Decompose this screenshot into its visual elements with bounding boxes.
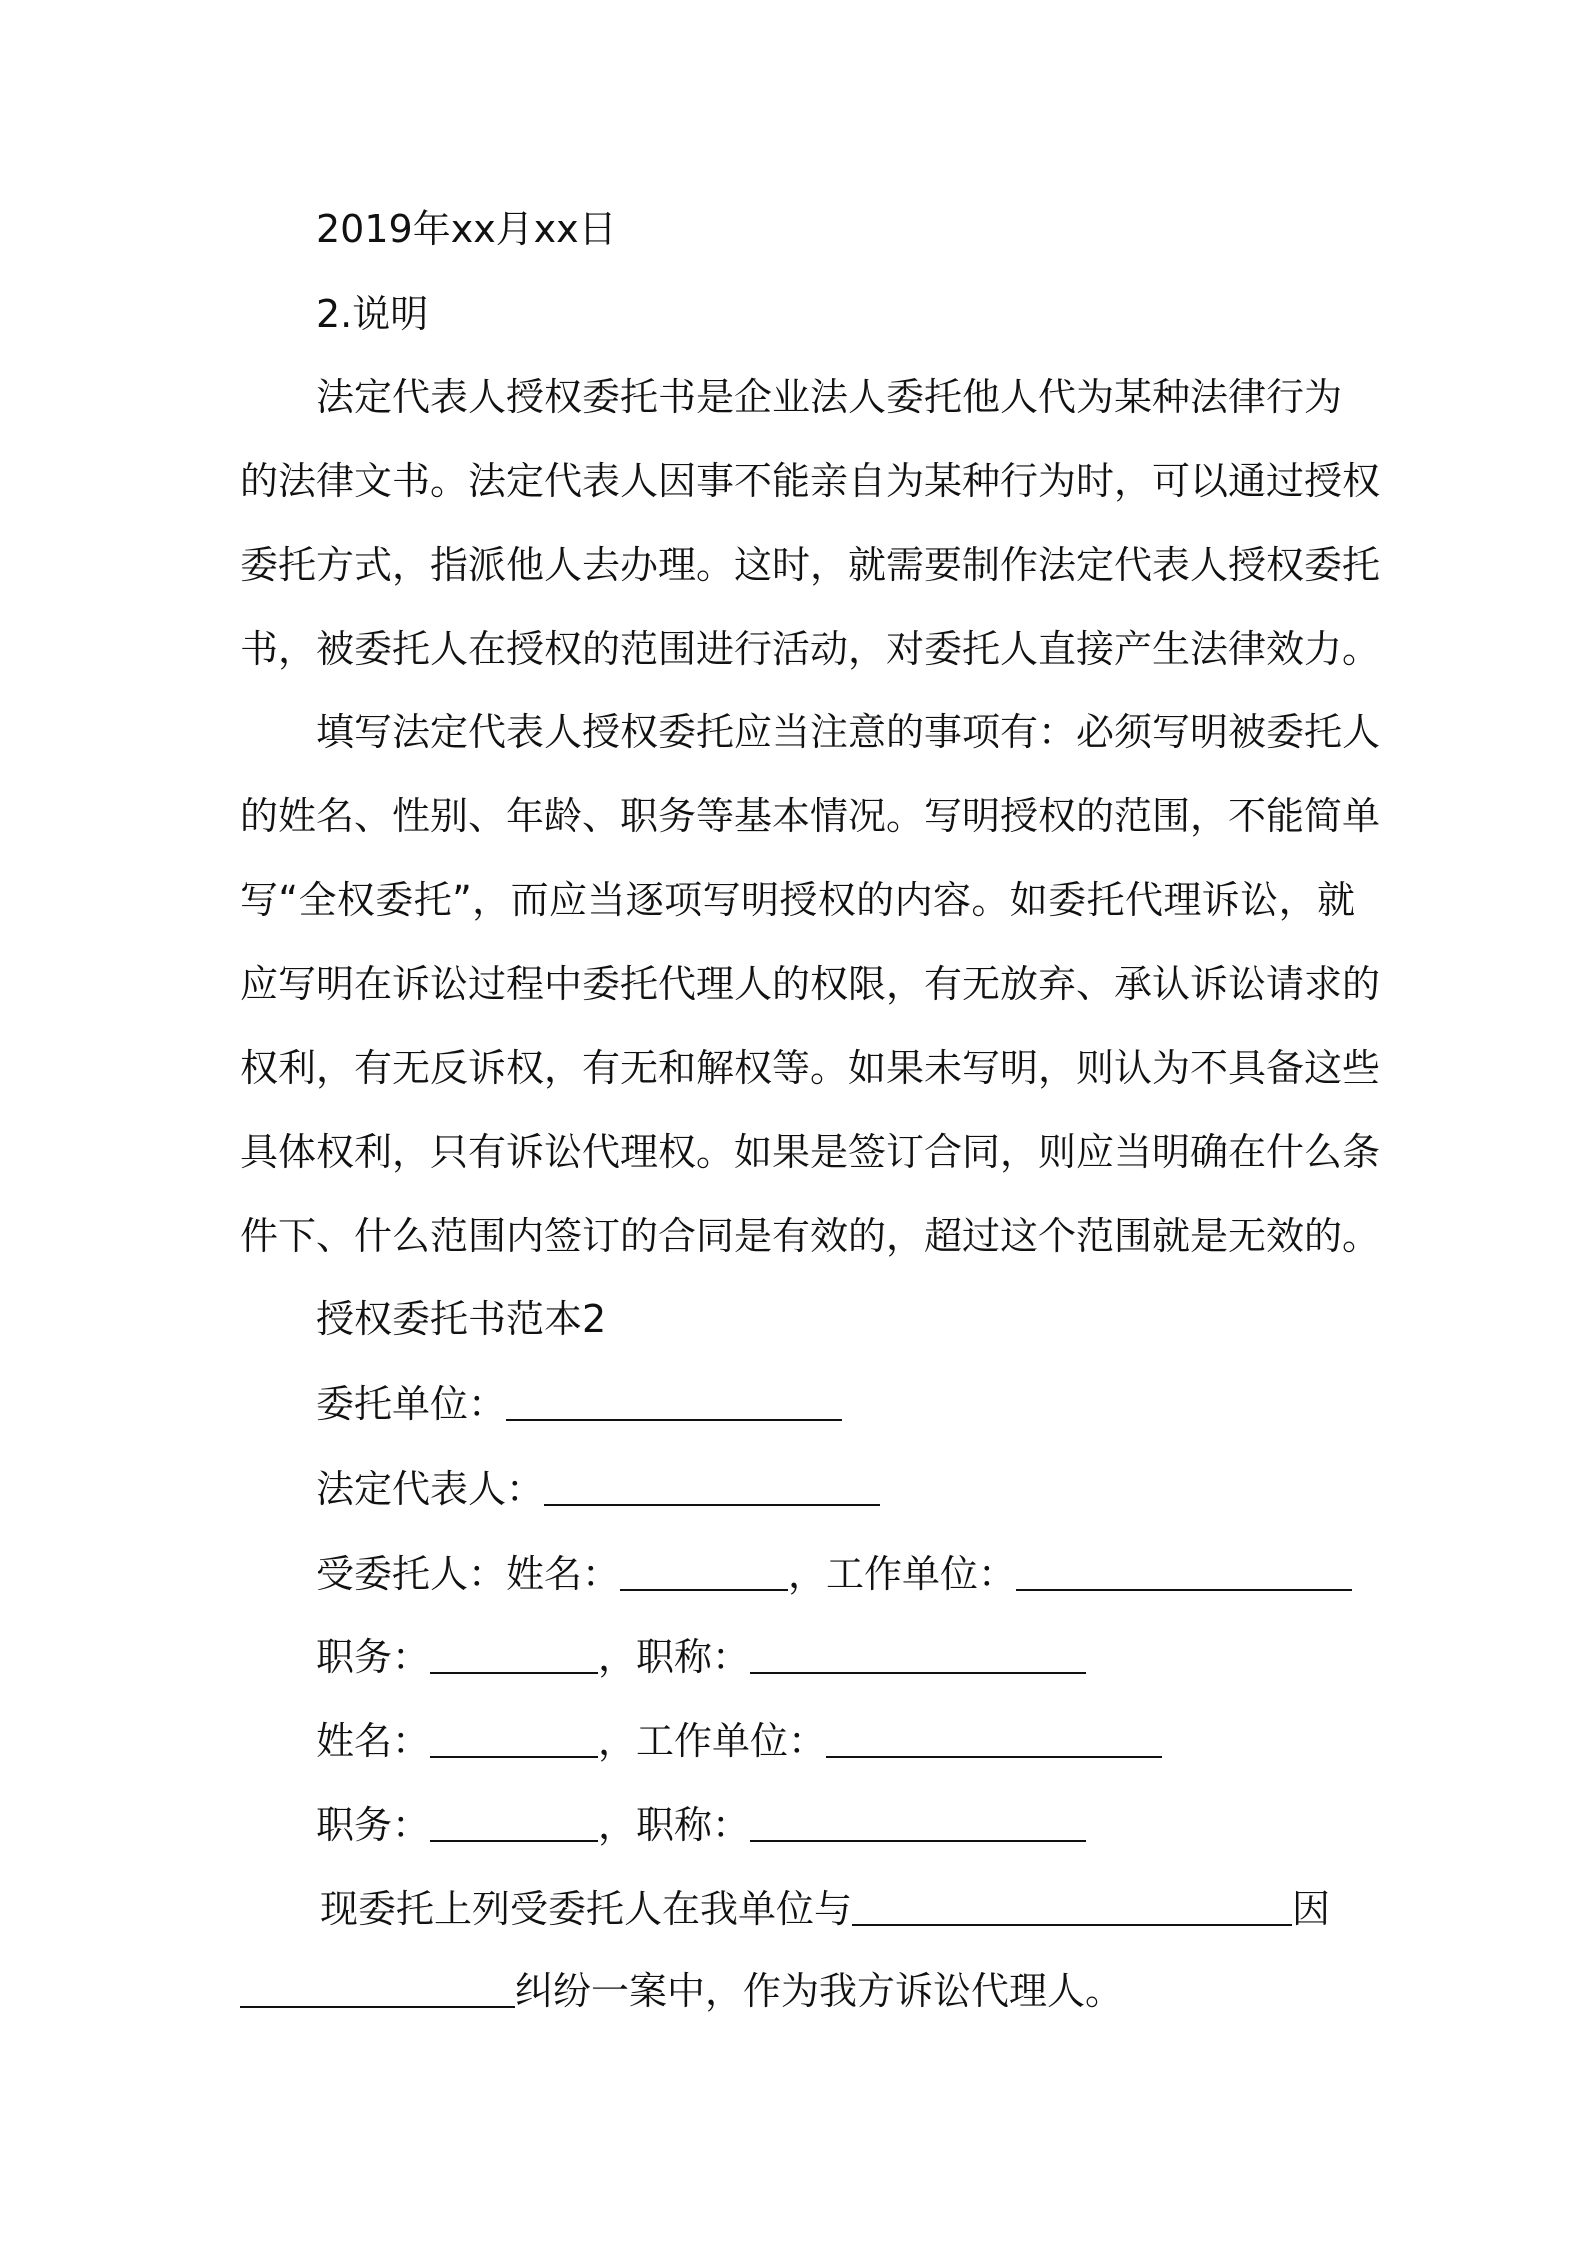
legal-rep-row <box>316 1467 880 1511</box>
form-title: 授权委托书范本2 <box>316 1297 607 1341</box>
entrust-text-a: 现委托上列受委托人在我单位与 <box>320 1887 853 1931</box>
date-line: 2019年xx月xx日 <box>316 207 617 251</box>
position-label-1: 职务： <box>316 1635 431 1679</box>
name-row-2 <box>316 1719 1162 1763</box>
position-row-1 <box>316 1635 1086 1679</box>
paragraph-2-line-4: 应写明在诉讼过程中委托代理人的权限，有无放弃、承认诉讼请求的 <box>240 962 1381 1006</box>
paragraph-2-line-5: 权利，有无反诉权，有无和解权等。如果未写明，则认为不具备这些 <box>240 1046 1381 1090</box>
principal-unit-row <box>316 1382 842 1426</box>
paragraph-1-line-2: 的法律文书。法定代表人因事不能亲自为某种行为时，可以通过授权 <box>240 459 1381 503</box>
title-blank-1[interactable] <box>750 1671 1086 1674</box>
paragraph-1-line-1: 法定代表人授权委托书是企业法人委托他人代为某种法律行为 <box>316 375 1343 419</box>
agent-row <box>316 1552 1352 1596</box>
dispute-type-blank[interactable] <box>240 2005 515 2008</box>
paragraph-2-line-1: 填写法定代表人授权委托应当注意的事项有：必须写明被委托人 <box>316 710 1381 754</box>
legal-rep-blank[interactable] <box>544 1503 880 1506</box>
position-row-2 <box>316 1803 1086 1847</box>
entrust-line-1 <box>320 1887 1331 1931</box>
name-blank-2[interactable] <box>430 1755 598 1758</box>
paragraph-1-line-3: 委托方式，指派他人去办理。这时，就需要制作法定代表人授权委托 <box>240 543 1381 587</box>
agent-work-unit-blank[interactable] <box>1016 1588 1352 1591</box>
position-label-2: 职务： <box>316 1803 431 1847</box>
section-heading: 2.说明 <box>316 292 429 336</box>
title-blank-2[interactable] <box>750 1839 1086 1842</box>
paragraph-2-line-3: 写“全权委托”，而应当逐项写明授权的内容。如委托代理诉讼，就 <box>240 878 1355 922</box>
title-label-1: ，职称： <box>598 1635 751 1679</box>
agent-name-blank[interactable] <box>620 1588 788 1591</box>
title-label-2: ，职称： <box>598 1803 751 1847</box>
principal-unit-label: 委托单位： <box>316 1382 507 1426</box>
position-blank-1[interactable] <box>430 1671 598 1674</box>
paragraph-2-line-7: 件下、什么范围内签订的合同是有效的，超过这个范围就是无效的。 <box>240 1214 1381 1258</box>
work-unit-blank-2[interactable] <box>826 1755 1162 1758</box>
work-unit-label-2: ，工作单位： <box>598 1719 827 1763</box>
agent-name-label: 姓名： <box>506 1552 621 1596</box>
entrust-text-c: 纠纷一案中，作为我方诉讼代理人。 <box>515 1969 1124 2013</box>
legal-rep-label: 法定代表人： <box>316 1467 545 1511</box>
name-label-2: 姓名： <box>316 1719 431 1763</box>
position-blank-2[interactable] <box>430 1839 598 1842</box>
opposing-party-blank[interactable] <box>852 1923 1292 1926</box>
entrust-line-2 <box>240 1969 1124 2013</box>
paragraph-2-line-2: 的姓名、性别、年龄、职务等基本情况。写明授权的范围，不能简单 <box>240 794 1381 838</box>
paragraph-2-line-6: 具体权利，只有诉讼代理权。如果是签订合同，则应当明确在什么条 <box>240 1130 1381 1174</box>
agent-label: 受委托人： <box>316 1552 507 1596</box>
principal-unit-blank[interactable] <box>506 1418 842 1421</box>
paragraph-1-line-4: 书，被委托人在授权的范围进行活动，对委托人直接产生法律效力。 <box>240 627 1381 671</box>
entrust-text-b: 因 <box>1292 1887 1331 1931</box>
agent-work-unit-label: ，工作单位： <box>788 1552 1017 1596</box>
